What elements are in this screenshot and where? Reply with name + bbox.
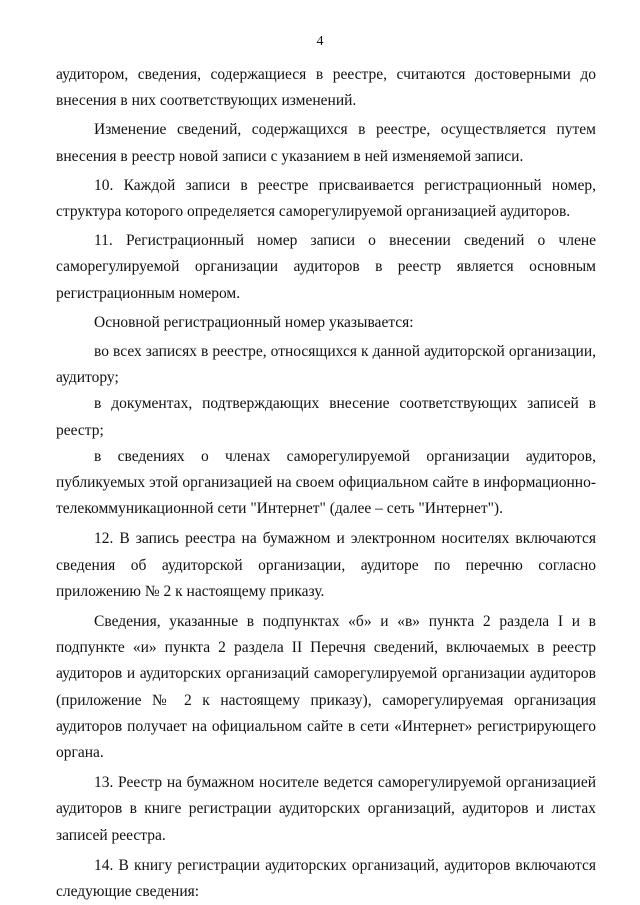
page-number: 4 [316, 34, 324, 49]
paragraph-subpoints-info: Сведения, указанные в подпунктах «б» и «в» пункта 2 раздела I и в подпункте «и» пункта 2 раздела II Перечня сведений, включаемых в реестр аудиторов и аудиторских организаций саморегулируемой организации аудиторов (приложение № 2 к настоящему приказу), саморегулируемая организация аудиторов получает на официальном сайте в сети «Интернет» регистрирующего органа. [56, 613, 596, 762]
paragraph-continuation: аудитором, сведения, содержащиеся в реестре, считаются достоверными до внесения в них соответствующих изменений. [56, 66, 596, 110]
paragraph-list-entry-publication: в сведениях о членах саморегулируемой организации аудиторов, публикуемых этой организацией на своем официальном сайте в информационно-телекоммуникационной сети "Интернет" (далее – сеть "Интернет"). [56, 447, 596, 518]
paragraph-change-of-records: Изменение сведений, содержащихся в реестре, осуществляется путем внесения в реестр новой записи с указанием в ней изменяемой записи. [56, 121, 596, 165]
paragraph-item-13: 13. Реестр на бумажном носителе ведется саморегулируемой организацией аудиторов в книге регистрации аудиторских организаций, аудиторов и листах записей реестра. [56, 774, 596, 844]
paragraph-main-number-intro: Основной регистрационный номер указывается: [94, 313, 414, 331]
paragraph-list-entry-records: во всех записях в реестре, относящихся к данной аудиторской организации, аудитору; [56, 343, 596, 387]
paragraph-item-14: 14. В книгу регистрации аудиторских организаций, аудиторов включаются следующие сведения: [56, 856, 596, 901]
paragraph-item-11: 11. Регистрационный номер записи о внесении сведений о члене саморегулируемой организации аудиторов в реестр является основным регистрационным номером. [56, 232, 596, 302]
document-body [56, 62, 596, 905]
paragraph-item-12: 12. В запись реестра на бумажном и электронном носителях включаются сведения об аудиторской организации, аудиторе по перечню согласно приложению № 2 к настоящему приказу. [56, 530, 596, 600]
paragraph-list-entry-documents: в документах, подтверждающих внесение соответствующих записей в реестр; [56, 395, 596, 439]
paragraph-item-10: 10. Каждой записи в реестре присваивается регистрационный номер, структура которого определяется саморегулируемой организацией аудиторов. [56, 176, 596, 221]
